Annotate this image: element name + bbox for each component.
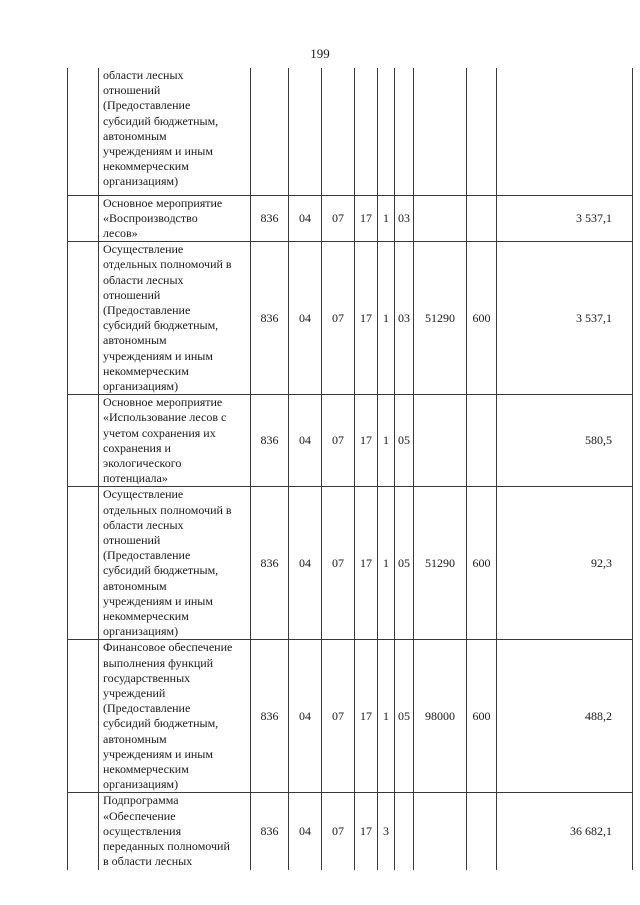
expense-type-cell xyxy=(467,195,497,242)
item-name-line: некоммерческим xyxy=(103,159,189,174)
index-cell xyxy=(68,640,99,793)
index-cell xyxy=(68,68,99,195)
item-name-line: Основное мероприятие xyxy=(103,395,223,410)
index-cell xyxy=(68,195,99,242)
subsection-code-cell: 07 xyxy=(322,487,355,640)
table-body xyxy=(68,68,633,870)
item-name-line: области лесных xyxy=(103,517,184,532)
item-name-line: выполнения функций xyxy=(103,655,214,670)
amount-cell: 92,3 xyxy=(497,487,633,640)
item-name-line: Подпрограмма xyxy=(103,793,179,808)
item-name-line: субсидий бюджетным, xyxy=(103,113,219,128)
table-row xyxy=(68,487,633,640)
amount-cell xyxy=(497,68,633,195)
section-code-cell: 04 xyxy=(289,640,322,793)
item-name-cell xyxy=(99,793,251,870)
event-code-cell: 05 xyxy=(395,487,414,640)
item-name-line: отношений xyxy=(103,83,161,98)
direction-code-cell: 51290 xyxy=(414,242,467,395)
item-name-line: области лесных xyxy=(103,68,184,82)
expense-type-cell: 600 xyxy=(467,640,497,793)
event-code-cell: 05 xyxy=(395,640,414,793)
table-row xyxy=(68,395,633,487)
section-code-cell: 04 xyxy=(289,242,322,395)
expense-type-cell xyxy=(467,793,497,870)
amount-cell: 3 537,1 xyxy=(497,195,633,242)
ministry-code-cell: 836 xyxy=(251,640,289,793)
item-name-line: (Предоставление xyxy=(103,98,191,113)
expense-type-cell xyxy=(467,68,497,195)
subprogram-code-cell: 1 xyxy=(378,195,395,242)
item-name-line: автономным xyxy=(103,731,167,746)
item-name-line: «Обеспечение xyxy=(103,808,176,823)
item-name-line: субсидий бюджетным, xyxy=(103,716,219,731)
item-name-line: автономным xyxy=(103,333,167,348)
table-row xyxy=(68,242,633,395)
event-code-cell xyxy=(395,68,414,195)
item-name-line: автономным xyxy=(103,128,167,143)
subprogram-code-cell: 1 xyxy=(378,242,395,395)
item-name-line: организациям) xyxy=(103,624,179,639)
item-name-line: некоммерческим xyxy=(103,762,189,777)
direction-code-cell: 98000 xyxy=(414,640,467,793)
program-code-cell xyxy=(355,68,378,195)
item-name-line: «Воспроизводство xyxy=(103,210,198,225)
item-name-cell xyxy=(99,195,251,242)
subsection-code-cell: 07 xyxy=(322,793,355,870)
section-code-cell: 04 xyxy=(289,195,322,242)
budget-table xyxy=(67,68,633,870)
expense-type-cell: 600 xyxy=(467,487,497,640)
item-name-line: (Предоставление xyxy=(103,701,191,716)
item-name-cell xyxy=(99,68,251,195)
amount-cell: 36 682,1 xyxy=(497,793,633,870)
direction-code-cell xyxy=(414,68,467,195)
program-code-cell: 17 xyxy=(355,395,378,487)
ministry-code-cell: 836 xyxy=(251,487,289,640)
section-code-cell xyxy=(289,68,322,195)
item-name-line: области лесных xyxy=(103,272,184,287)
item-name-line: учреждениям и иным xyxy=(103,593,213,608)
item-name-line: некоммерческим xyxy=(103,363,189,378)
index-cell xyxy=(68,793,99,870)
item-name-line: учреждений xyxy=(103,686,166,700)
item-name-line: лесов» xyxy=(103,225,138,240)
program-code-cell: 17 xyxy=(355,640,378,793)
index-cell xyxy=(68,242,99,395)
direction-code-cell xyxy=(414,395,467,487)
ministry-code-cell: 836 xyxy=(251,793,289,870)
expense-type-cell: 600 xyxy=(467,242,497,395)
subprogram-code-cell: 1 xyxy=(378,395,395,487)
table-row xyxy=(68,793,633,870)
item-name-line: автономным xyxy=(103,578,167,593)
item-name-line: отношений xyxy=(103,532,161,547)
item-name-line: Осуществление xyxy=(103,242,184,257)
item-name-line: Осуществление xyxy=(103,487,184,502)
item-name-line: отдельных полномочий в xyxy=(103,502,232,517)
item-name-cell xyxy=(99,487,251,640)
item-name-line: организациям) xyxy=(103,174,179,189)
subsection-code-cell: 07 xyxy=(322,242,355,395)
amount-cell: 580,5 xyxy=(497,395,633,487)
direction-code-cell: 51290 xyxy=(414,487,467,640)
section-code-cell: 04 xyxy=(289,487,322,640)
item-name-line: «Использование лесов с xyxy=(103,410,227,425)
item-name-line: государственных xyxy=(103,670,191,685)
ministry-code-cell: 836 xyxy=(251,242,289,395)
item-name-line: учреждениям и иным xyxy=(103,144,213,159)
item-name-line: учреждениям и иным xyxy=(103,348,213,363)
subsection-code-cell: 07 xyxy=(322,640,355,793)
item-name-line: переданных полномочий xyxy=(103,839,230,854)
item-name-cell xyxy=(99,395,251,487)
event-code-cell xyxy=(395,793,414,870)
item-name-line: Основное мероприятие xyxy=(103,195,223,210)
direction-code-cell xyxy=(414,195,467,242)
section-code-cell: 04 xyxy=(289,395,322,487)
item-name-line: отдельных полномочий в xyxy=(103,257,232,272)
amount-cell: 488,2 xyxy=(497,640,633,793)
program-code-cell: 17 xyxy=(355,793,378,870)
ministry-code-cell: 836 xyxy=(251,195,289,242)
item-name-line: некоммерческим xyxy=(103,608,189,623)
table-row xyxy=(68,195,633,242)
item-name-line: субсидий бюджетным, xyxy=(103,318,219,333)
table-row xyxy=(68,640,633,793)
program-code-cell: 17 xyxy=(355,195,378,242)
item-name-line: субсидий бюджетным, xyxy=(103,563,219,578)
item-name-line: отношений xyxy=(103,287,161,302)
event-code-cell: 03 xyxy=(395,242,414,395)
item-name-line: учреждениям и иным xyxy=(103,746,213,761)
item-name-line: учетом сохранения их xyxy=(103,425,216,440)
item-name-line: осуществления xyxy=(103,823,182,838)
item-name-line: экологического xyxy=(103,455,182,470)
item-name-line: в области лесных xyxy=(103,854,193,869)
item-name-line: организациям) xyxy=(103,777,179,792)
subsection-code-cell xyxy=(322,68,355,195)
table-row xyxy=(68,68,633,195)
index-cell xyxy=(68,395,99,487)
page-number: 199 xyxy=(310,46,330,61)
program-code-cell: 17 xyxy=(355,487,378,640)
item-name-line: Финансовое обеспечение xyxy=(103,640,233,655)
direction-code-cell xyxy=(414,793,467,870)
subprogram-code-cell: 3 xyxy=(378,793,395,870)
ministry-code-cell: 836 xyxy=(251,395,289,487)
ministry-code-cell xyxy=(251,68,289,195)
item-name-cell xyxy=(99,242,251,395)
event-code-cell: 03 xyxy=(395,195,414,242)
item-name-cell xyxy=(99,640,251,793)
event-code-cell: 05 xyxy=(395,395,414,487)
subsection-code-cell: 07 xyxy=(322,395,355,487)
item-name-line: (Предоставление xyxy=(103,548,191,563)
item-name-line: потенциала» xyxy=(103,471,168,486)
item-name-line: организациям) xyxy=(103,378,179,393)
subprogram-code-cell xyxy=(378,68,395,195)
index-cell xyxy=(68,487,99,640)
program-code-cell: 17 xyxy=(355,242,378,395)
subprogram-code-cell: 1 xyxy=(378,640,395,793)
item-name-line: (Предоставление xyxy=(103,302,191,317)
subsection-code-cell: 07 xyxy=(322,195,355,242)
item-name-line: сохранения и xyxy=(103,440,171,455)
expense-type-cell xyxy=(467,395,497,487)
amount-cell: 3 537,1 xyxy=(497,242,633,395)
section-code-cell: 04 xyxy=(289,793,322,870)
subprogram-code-cell: 1 xyxy=(378,487,395,640)
